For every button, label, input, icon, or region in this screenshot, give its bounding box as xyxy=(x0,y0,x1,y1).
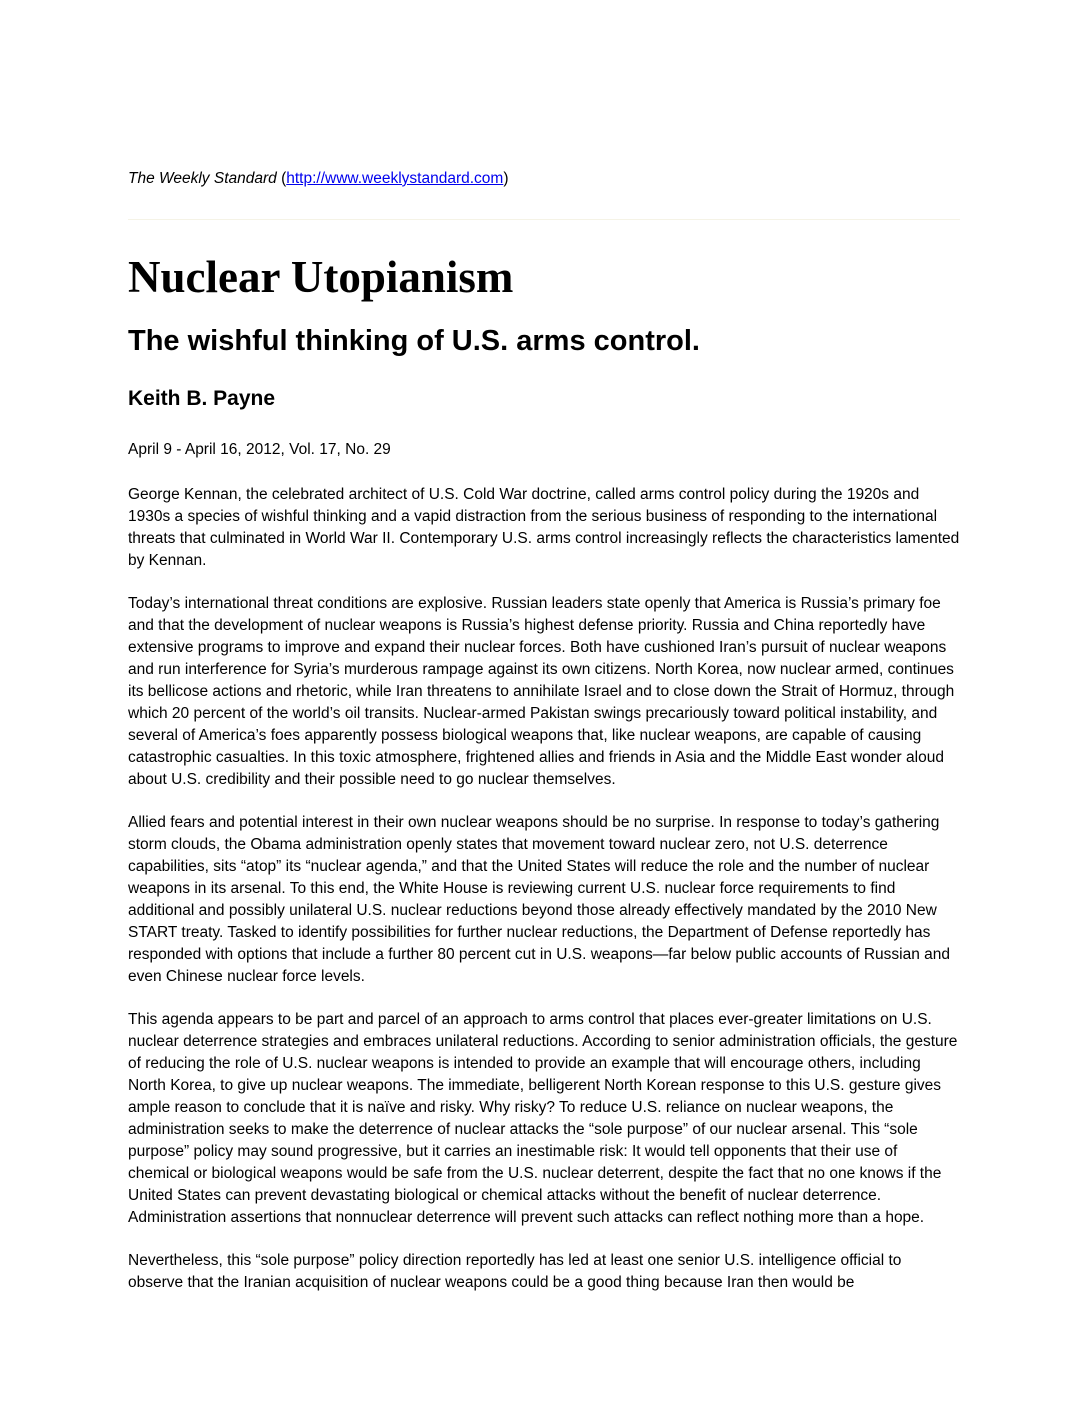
paragraph-4: This agenda appears to be part and parcel of an approach to arms control that places ever-greater limitations on U.S. nuclear deterrence strategies and embraces unilateral reductions. According to senior administration officials, the gesture of reducing the role of U.S. nuclear weapons is intended to provide an example that will encourage others, including North Korea, to give up nuclear weapons. The immediate, belligerent North Korean response to this U.S. gesture gives ample reason to conclude that it is naïve and risky. Why risky? To reduce U.S. reliance on nuclear weapons, the administration seeks to make the deterrence of nuclear attacks the “sole purpose” of our nuclear arsenal. This “sole purpose” policy may sound progressive, but it carries an inestimable risk: It would tell opponents that their use of chemical or biological weapons would be safe from the U.S. nuclear deterrent, despite the fact that no one knows if the United States can prevent devastating biological or chemical attacks without the benefit of nuclear deterrence. Administration assertions that nonnuclear deterrence will prevent such attacks can reflect nothing more than a hope. xyxy=(128,1010,958,1226)
article-body xyxy=(128,484,960,1294)
publication-name: The Weekly Standard xyxy=(128,170,277,187)
horizontal-rule xyxy=(128,219,960,220)
article-title: Nuclear Utopianism xyxy=(128,252,514,302)
article-dateline: April 9 - April 16, 2012, Vol. 17, No. 29 xyxy=(128,440,391,458)
paragraph-3: Allied fears and potential interest in their own nuclear weapons should be no surprise. In response to today’s gathering storm clouds, the Obama administration openly states that movement toward nuclear zero, not U.S. deterrence capabilities, sits “atop” its “nuclear agenda,” and that the United States will reduce the role and the number of nuclear weapons in its arsenal. To this end, the White House is reviewing current U.S. nuclear force requirements to find additional and possibly unilateral U.S. nuclear reductions beyond those already effectively mandated by the 2010 New START treaty. Tasked to identify possibilities for further nuclear reductions, the Department of Defense reportedly has responded with options that include a further 80 percent cut in U.S. weapons—far below public accounts of Russian and even Chinese nuclear force levels. xyxy=(128,813,950,985)
paragraph-2: Today’s international threat conditions are explosive. Russian leaders state openly that America is Russia’s primary foe and that the development of nuclear weapons is Russia’s highest defense priority. Russia and China reportedly have extensive programs to improve and expand their nuclear forces. Both have cushioned Iran’s pursuit of nuclear weapons and run interference for Syria’s murderous rampage against its own citizens. North Korea, now nuclear armed, continues its bellicose actions and rhetoric, while Iran threatens to annihilate Israel and to close down the Strait of Hormuz, through which 20 percent of the world’s oil transits. Nuclear-armed Pakistan swings precariously toward political instability, and several of America’s foes apparently possess biological weapons that, like nuclear weapons, are capable of causing catastrophic casualties. In this toxic atmosphere, frightened allies and friends in Asia and the Middle East wonder aloud about U.S. credibility and their possible need to go nuclear themselves. xyxy=(128,594,955,788)
article-author: Keith B. Payne xyxy=(128,386,276,410)
publication-url-link[interactable]: http://www.weeklystandard.com xyxy=(286,170,504,187)
article-subtitle: The wishful thinking of U.S. arms control. xyxy=(128,324,700,357)
paragraph-1: George Kennan, the celebrated architect of U.S. Cold War doctrine, called arms control policy during the 1920s and 1930s a species of wishful thinking and a vapid distraction from the serious business of responding to the international threats that culminated in World War II. Contemporary U.S. arms control increasingly reflects the characteristics lamented by Kennan. xyxy=(128,485,960,569)
source-attribution xyxy=(128,168,960,190)
paragraph-5: Nevertheless, this “sole purpose” policy direction reportedly has led at least one senior U.S. intelligence official to observe that the Iranian acquisition of nuclear weapons could be a good thing because Iran then would be xyxy=(128,1251,902,1291)
close-paren: ) xyxy=(503,170,509,187)
open-paren: ( xyxy=(276,170,287,187)
